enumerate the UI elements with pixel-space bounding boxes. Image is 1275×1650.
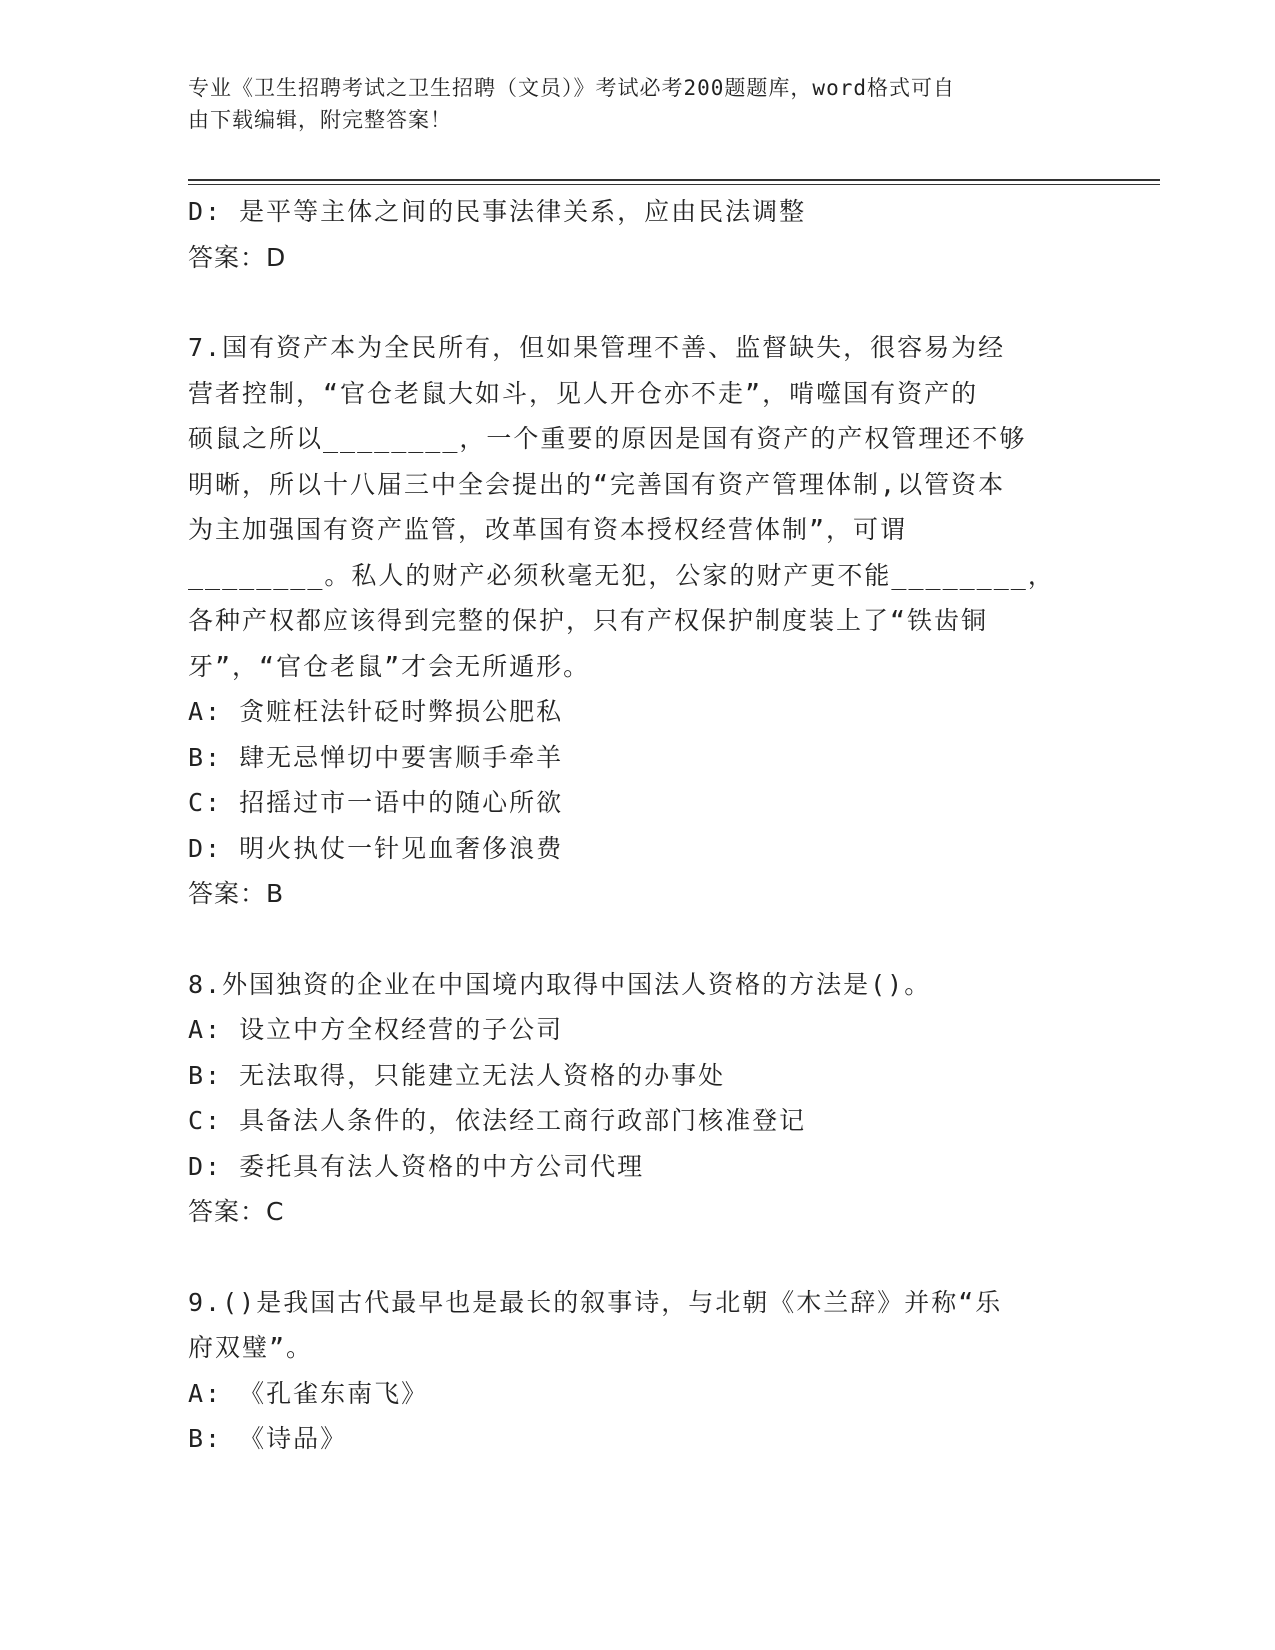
header-rule (188, 179, 1160, 181)
option-b: B: 《诗品》 (188, 1424, 348, 1453)
question-text: 7.国有资产本为全民所有，但如果管理不善、监督缺失，很容易为经 (188, 333, 1006, 362)
option-c: C: 具备法人条件的，依法经工商行政部门核准登记 (188, 1106, 807, 1135)
question-text: 各种产权都应该得到完整的保护，只有产权保护制度装上了“铁齿铜 (188, 606, 989, 635)
header-rule-thin (188, 184, 1160, 185)
option-d: D: 明火执仗一针见血奢侈浪费 (188, 833, 564, 863)
answer-line: 答案：D (188, 242, 287, 272)
option-b: B: 无法取得，只能建立无法人资格的办事处 (188, 1060, 726, 1090)
question-text: 为主加强国有资产监管，改革国有资本授权经营体制”，可谓 (188, 515, 908, 544)
question-list (188, 189, 1088, 1462)
header-line: 由下载编辑，附完整答案！ (188, 108, 452, 132)
question-8 (188, 962, 1088, 1235)
question-7 (188, 325, 1088, 917)
option-a: A: 贪赃枉法针砭时弊损公肥私 (188, 697, 564, 726)
answer-line: 答案：B (188, 879, 285, 908)
option-a: A: 《孔雀东南飞》 (188, 1378, 429, 1408)
answer-line: 答案：C (188, 1197, 285, 1226)
option-b: B: 肆无忌惮切中要害顺手牵羊 (188, 742, 564, 772)
document-header (188, 72, 1078, 136)
question-text: 明晰，所以十八届三中全会提出的“完善国有资产管理体制,以管资本 (188, 469, 1006, 499)
option-a: A: 设立中方全权经营的子公司 (188, 1015, 564, 1044)
question-9 (188, 1280, 1088, 1462)
question-text: 硕鼠之所以________，一个重要的原因是国有资产的产权管理还不够 (188, 424, 1027, 453)
option-d: D: 委托具有法人资格的中方公司代理 (188, 1151, 645, 1181)
question-text: ________。私人的财产必须秋毫无犯，公家的财产更不能________， (188, 560, 1055, 590)
question-text: 营者控制，“官仓老鼠大如斗，见人开仓亦不走”，啃噬国有资产的 (188, 378, 979, 408)
question-text: 8.外国独资的企业在中国境内取得中国法人资格的方法是()。 (188, 969, 932, 999)
question-text: 9.()是我国古代最早也是最长的叙事诗，与北朝《木兰辞》并称“乐 (188, 1287, 1003, 1317)
option-d: D: 是平等主体之间的民事法律关系，应由民法调整 (188, 197, 807, 226)
question-text: 府双璧”。 (188, 1333, 314, 1362)
header-line: 专业《卫生招聘考试之卫生招聘（文员）》考试必考200题题库，word格式可自 (188, 76, 955, 100)
question-text: 牙”，“官仓老鼠”才会无所遁形。 (188, 651, 591, 681)
option-c: C: 招摇过市一语中的随心所欲 (188, 788, 564, 817)
